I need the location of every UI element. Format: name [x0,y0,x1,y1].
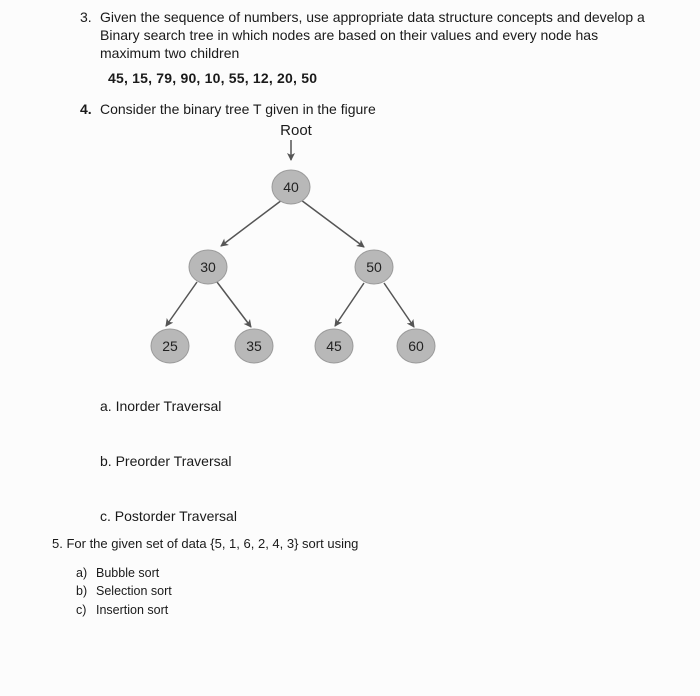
node-45 [315,329,353,363]
part-c-postorder: c. Postorder Traversal [100,508,237,524]
node-45-label: 45 [326,338,342,354]
node-30 [189,250,227,284]
option-letter: c) [76,603,87,617]
option-label: Selection sort [96,584,172,598]
node-35-label: 35 [246,338,262,354]
option-letter: b) [76,584,88,598]
edge-40-30 [221,200,282,246]
option-selection-sort [76,584,172,598]
question-4-text: Consider the binary tree T given in the figure [100,101,376,117]
node-35 [235,329,273,363]
node-25 [151,329,189,363]
edge-50-60 [384,283,414,327]
number-sequence: 45, 15, 79, 90, 10, 55, 12, 20, 50 [108,70,318,86]
node-50 [355,250,393,284]
node-50-label: 50 [366,259,382,275]
part-b-preorder: b. Preorder Traversal [100,453,232,469]
option-label: Bubble sort [96,566,160,580]
option-label: Insertion sort [96,603,169,617]
option-bubble-sort [76,566,159,580]
root-label: Root [280,122,312,139]
question-3-number: 3. [80,9,92,25]
question-4-number: 4. [80,101,92,117]
edge-30-35 [217,282,251,327]
node-40-label: 40 [283,179,299,195]
node-25-label: 25 [162,338,178,354]
question-5-text: 5. For the given set of data {5, 1, 6, 2, 4, 3} sort using [52,536,359,551]
edge-50-45 [335,283,364,326]
edge-30-25 [166,282,197,326]
edge-40-50 [301,200,364,247]
part-a-inorder: a. Inorder Traversal [100,398,222,414]
node-60 [397,329,435,363]
option-letter: a) [76,566,88,580]
node-40 [272,170,310,204]
option-insertion-sort [76,603,168,617]
question-3-text: Given the sequence of numbers, use appropriate data structure concepts and develop a Binary search tree in which nodes are based on their values and every node has maximum two children [100,9,645,61]
node-60-label: 60 [408,338,424,354]
node-30-label: 30 [200,259,216,275]
